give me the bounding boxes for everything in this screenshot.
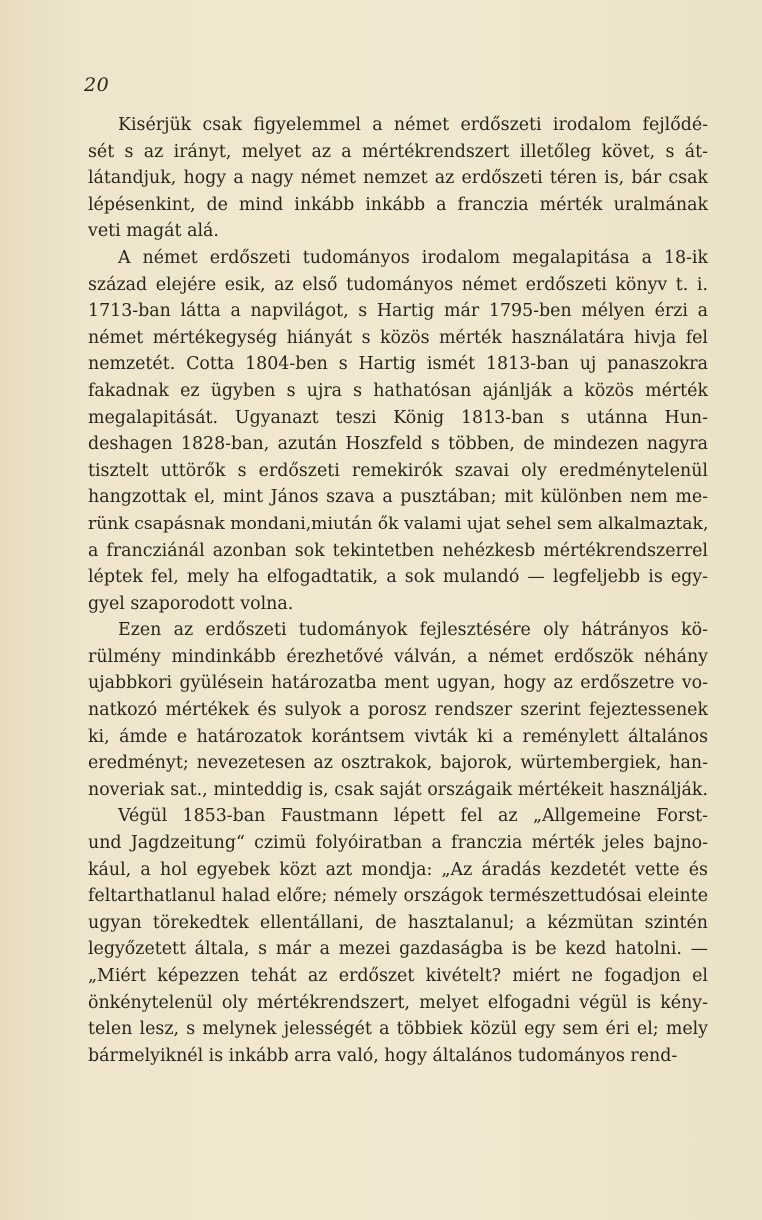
body-text	[88, 112, 708, 1069]
text-line: eredményt; nevezetesen az osztrakok, bajorok, würtembergiek, han-	[88, 753, 708, 774]
text-line: telen lesz, s melynek jelességét a többiek közül egy sem éri el; mely	[88, 1019, 708, 1040]
text-line: feltarthatlanul halad előre; némely országok természettudósai eleinte	[88, 886, 708, 907]
text-line: legyőzetett általa, s már a mezei gazdaságba is be kezd hatolni. —	[88, 939, 708, 960]
text-line: nemzetét. Cotta 1804-ben s Hartig ismét 1813-ban uj panaszokra	[88, 354, 708, 375]
text-line: rünk csapásnak mondani,miután ők valami ujat sehel sem alkalmaztak,	[88, 513, 709, 534]
text-line: léptek fel, mely ha elfogadtatik, a sok mulandó — legfeljebb is egy-	[88, 567, 708, 588]
text-line: noveriak sat., minteddig is, csak saját országaik mértékeit használják.	[88, 779, 708, 800]
text-line: fakadnak ez ügyben s ujra s hathatósan ajánlják a közös mérték	[88, 380, 708, 401]
text-line: veti magát alá.	[88, 221, 219, 242]
text-line: A német erdőszeti tudományos irodalom megalapitása a 18-ik	[118, 247, 708, 268]
text-line: ki, ámde e határozatok korántsem vivták ki a reménylett általános	[88, 726, 708, 747]
text-line: ujabbkori gyülésein határozatba ment ugyan, hogy az erdőszetre vo-	[88, 673, 708, 694]
text-line: hangzottak el, mint János szava a pusztában; mit különben nem me-	[88, 487, 708, 508]
text-line: rülmény mindinkább érezhetővé válván, a német erdőszök néhány	[88, 646, 708, 667]
text-line: natkozó mértékek és sulyok a porosz rendszer szerint fejeztessenek	[88, 700, 708, 721]
text-line: német mértékegység hiányát s közös mérték használatára hivja fel	[88, 327, 708, 348]
text-line: bármelyiknél is inkább arra való, hogy általános tudományos rend-	[88, 1045, 678, 1066]
text-line: tisztelt uttörők s erdőszeti remekirók szavai oly eredménytelenül	[88, 460, 708, 481]
text-line: Végül 1853-ban Faustmann lépett fel az „Allgemeine Forst-	[118, 806, 708, 827]
text-line: und Jagdzeitung“ czimü folyóiratban a franczia mérték jeles bajno-	[88, 833, 708, 854]
text-line: megalapitását. Ugyanazt teszi König 1813-ban s utánna Hun-	[88, 407, 708, 428]
text-line: önkénytelenül oly mértékrendszert, melyet elfogadni végül is kény-	[88, 992, 708, 1013]
text-line: század elejére esik, az első tudományos német erdőszeti könyv t. i.	[88, 274, 708, 295]
text-line: kául, a hol egyebek közt azt mondja: „Az áradás kezdetét vette és	[88, 859, 708, 880]
text-line: 1713-ban látta a napvilágot, s Hartig már 1795-ben mélyen érzi a	[88, 301, 708, 322]
text-line: deshagen 1828-ban, azután Hoszfeld s többen, de mindezen nagyra	[88, 434, 708, 455]
text-line: „Miért képezzen tehát az erdőszet kivételt? miért ne fogadjon el	[88, 966, 708, 986]
text-line: látandjuk, hogy a nagy német nemzet az erdőszeti téren is, bár csak	[88, 168, 708, 189]
text-line: sét s az irányt, melyet az a mértékrendszert illetőleg követ, s át-	[88, 141, 708, 162]
text-line: gyel szaporodott volna.	[88, 593, 294, 614]
text-line: Kisérjük csak figyelemmel a német erdőszeti irodalom fejlődé-	[118, 115, 708, 135]
text-line: ugyan törekedtek ellentállani, de hasztalanul; a kézmütan szintén	[88, 912, 708, 933]
text-line: Ezen az erdőszeti tudományok fejlesztésére oly hátrányos kö-	[118, 620, 708, 641]
text-line: lépésenkint, de mind inkább inkább a franczia mérték uralmának	[88, 194, 708, 215]
page-number: 20	[84, 74, 110, 96]
text-line: a francziánál azonban sok tekintetben nehézkesb mértékrendszerrel	[88, 540, 708, 561]
